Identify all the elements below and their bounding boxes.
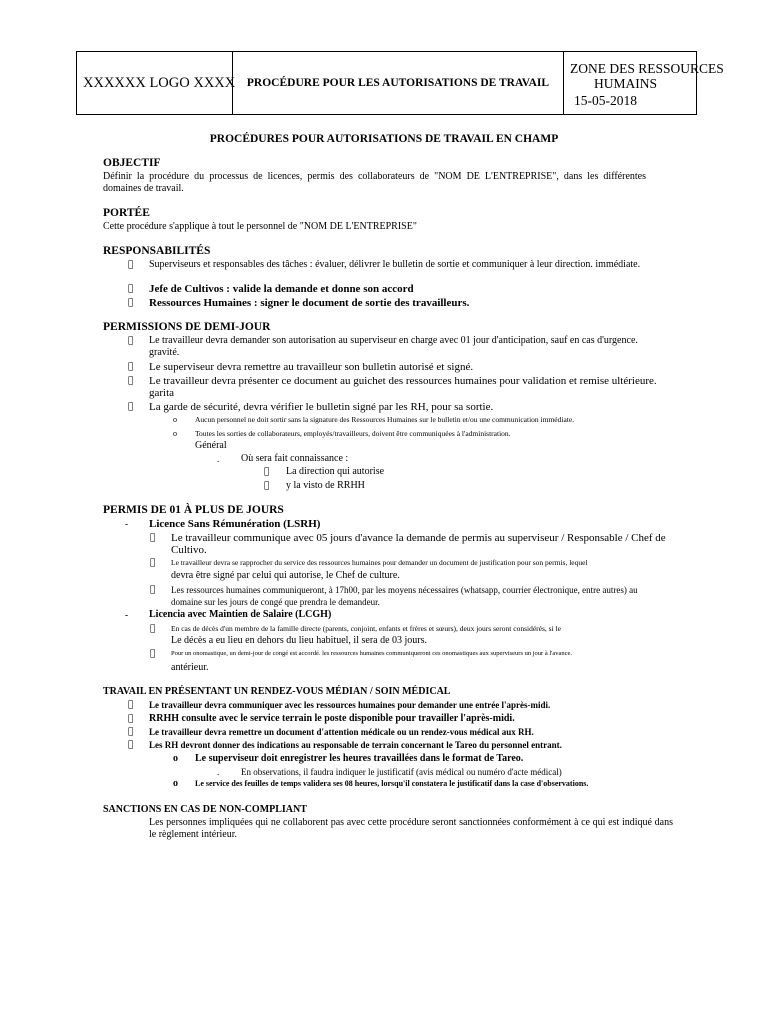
circle-bullet-icon: o [173, 753, 178, 764]
header-table [76, 51, 724, 115]
company-logo: XXXXXX LOGO XXXX [77, 52, 233, 114]
list-item: Les ressources humaines communiqueront, à 17h00, par les moyens nécessaires (whatsapp, courrier électronique, entre autres) au domaine sur les jours de congé que prendra le demandeur. [171, 584, 659, 608]
portee-text: Cette procédure s'applique à tout le personnel de "NOM DE L'ENTREPRISE" [103, 221, 417, 232]
header-zone-cell [564, 52, 724, 114]
list-item: Le superviseur devra remettre au travailleur son bulletin autorisé et signé. [149, 361, 473, 373]
general-label: Général [195, 440, 227, 451]
list-item: Le travailleur devra remettre un document d'attention médicale ou un rendez-vous médical aux RH. [149, 726, 534, 738]
circle-bullet-icon: o [173, 415, 177, 424]
zone-line-1: ZONE DES RESSOURCES [570, 61, 724, 76]
list-item-continuation: devra être signé par celui qui autorise, le Chef de culture. [171, 570, 400, 581]
medical-heading: TRAVAIL EN PRÉSENTANT UN RENDEZ-VOUS MÉDIAN / SOIN MÉDICAL [103, 686, 451, 697]
sub-sub-list-item: . Où sera fait connaissance : [217, 453, 349, 464]
header-title: PROCÉDURE POUR LES AUTORISATIONS DE TRAVAIL [233, 52, 564, 114]
square-bullet-icon [128, 335, 133, 347]
sub-sub-list-item: y la visto de RRHH [286, 480, 365, 492]
square-bullet-icon [128, 726, 133, 738]
sub-list-item: o Aucun personnel ne doit sortir sans la signature des Ressources Humaines sur le bulletin et/ou une communication immédiate. [173, 415, 575, 424]
list-item: Le travailleur devra présenter ce document au guichet des ressources humaines pour validation et remise ultérieure. garita [149, 375, 661, 399]
square-bullet-icon [150, 557, 155, 569]
sub-list-item: o Le superviseur doit enregistrer les heures travaillées dans le format de Tareo. [173, 753, 524, 764]
list-item: Ressources Humaines : signer le document de sortie des travailleurs. [149, 297, 469, 309]
circle-bullet-icon: o [173, 778, 178, 789]
list-item: En cas de décès d'un membre de la famille directe (parents, conjoint, enfants et frères et sœurs), deux jours seront considérés, si le [171, 623, 561, 635]
sub-sub-list-item: La direction qui autorise [286, 466, 384, 478]
square-bullet-icon [128, 283, 133, 295]
objectif-heading: OBJECTIF [103, 157, 161, 169]
dash-bullet-icon: - [125, 610, 128, 620]
sub-list-item: o Toutes les sorties de collaborateurs, employés/travailleurs, doivent être communiquées à l'administration. [173, 429, 511, 438]
objectif-text: Définir la procédure du processus de licences, permis des collaborateurs de "NOM DE L'ENTREPRISE", dans les différentes domaines de travail. [103, 171, 646, 194]
square-bullet-icon [128, 739, 133, 751]
list-item: Le travailleur devra se rapprocher du service des ressources humaines pour demander un document de justification pour son permis, lequel [171, 557, 588, 569]
list-item: Le travailleur communique avec 05 jours d'avance la demande de permis au superviseur / Responsable / Chef de Cultivo. [171, 532, 691, 556]
plus-jours-heading: PERMIS DE 01 À PLUS DE JOURS [103, 504, 284, 516]
square-bullet-icon [150, 648, 155, 660]
list-item-continuation: antérieur. [171, 662, 209, 673]
sanctions-text: Les personnes impliquées qui ne collaborent pas avec cette procédure seront sanctionnées conformément à ce qui est indiqué dans le règlement intérieur. [149, 817, 673, 840]
list-item: Le travailleur devra demander son autorisation au superviseur en charge avec 01 jour d'anticipation, sauf en cas d'urgence. gravité. [149, 335, 665, 359]
square-bullet-icon [264, 480, 269, 492]
square-bullet-icon [128, 259, 133, 271]
lcgh-title: - Licencia avec Maintien de Salaire (LCGH) [125, 609, 332, 620]
list-item: Les RH devront donner des indications au responsable de terrain concernant le Tareo du personnel entrant. [149, 739, 562, 751]
list-item: Le travailleur devra communiquer avec les ressources humaines pour demander une entrée l'après-midi. [149, 699, 550, 711]
list-item: Pour un onomastique, un demi-jour de congé est accordé. les ressources humaines communiqueront ces onomastiques aux superviseurs un jour à l'avance. [171, 648, 572, 660]
demi-jour-heading: PERMISSIONS DE DEMI-JOUR [103, 321, 271, 333]
zone-line-2: HUMAINS [594, 76, 658, 91]
lsrh-title: - Licence Sans Rémunération (LSRH) [125, 518, 321, 530]
dot-bullet-icon: . [217, 454, 220, 464]
list-item-continuation: Le décès a eu lieu en dehors du lieu habituel, il sera de 03 jours. [171, 635, 428, 646]
square-bullet-icon [128, 699, 133, 711]
square-bullet-icon [128, 401, 133, 413]
list-item: Jefe de Cultivos : valide la demande et donne son accord [149, 283, 414, 295]
sub-list-item: o Le service des feuilles de temps validera ses 08 heures, lorsqu'il constatera le justificatif dans la case d'observations. [173, 778, 589, 789]
square-bullet-icon [128, 297, 133, 309]
circle-bullet-icon: o [173, 429, 177, 438]
sub-sub-list-item: . En observations, il faudra indiquer le justificatif (avis médical ou numéro d'acte médical) [217, 767, 562, 777]
square-bullet-icon [150, 623, 155, 635]
square-bullet-icon [128, 361, 133, 373]
square-bullet-icon [128, 713, 133, 725]
document-title: PROCÉDURES POUR AUTORISATIONS DE TRAVAIL EN CHAMP [209, 133, 559, 145]
header-date: 15-05-2018 [574, 93, 637, 108]
square-bullet-icon [264, 466, 269, 478]
list-item: La garde de sécurité, devra vérifier le bulletin signé par les RH, pour sa sortie. [149, 401, 493, 413]
square-bullet-icon [128, 375, 133, 387]
responsabilites-heading: RESPONSABILITÉS [103, 245, 211, 257]
square-bullet-icon [150, 532, 155, 544]
dot-bullet-icon: . [217, 767, 220, 777]
square-bullet-icon [150, 584, 155, 596]
list-item: Superviseurs et responsables des tâches : évaluer, délivrer le bulletin de sortie et communiquer à leur direction. immédiate. [149, 259, 661, 271]
dash-bullet-icon: - [125, 519, 128, 529]
sanctions-heading: SANCTIONS EN CAS DE NON-COMPLIANT [103, 804, 307, 815]
portee-heading: PORTÉE [103, 207, 150, 219]
list-item: RRHH consulte avec le service terrain le poste disponible pour travailler l'après-midi. [149, 713, 515, 725]
